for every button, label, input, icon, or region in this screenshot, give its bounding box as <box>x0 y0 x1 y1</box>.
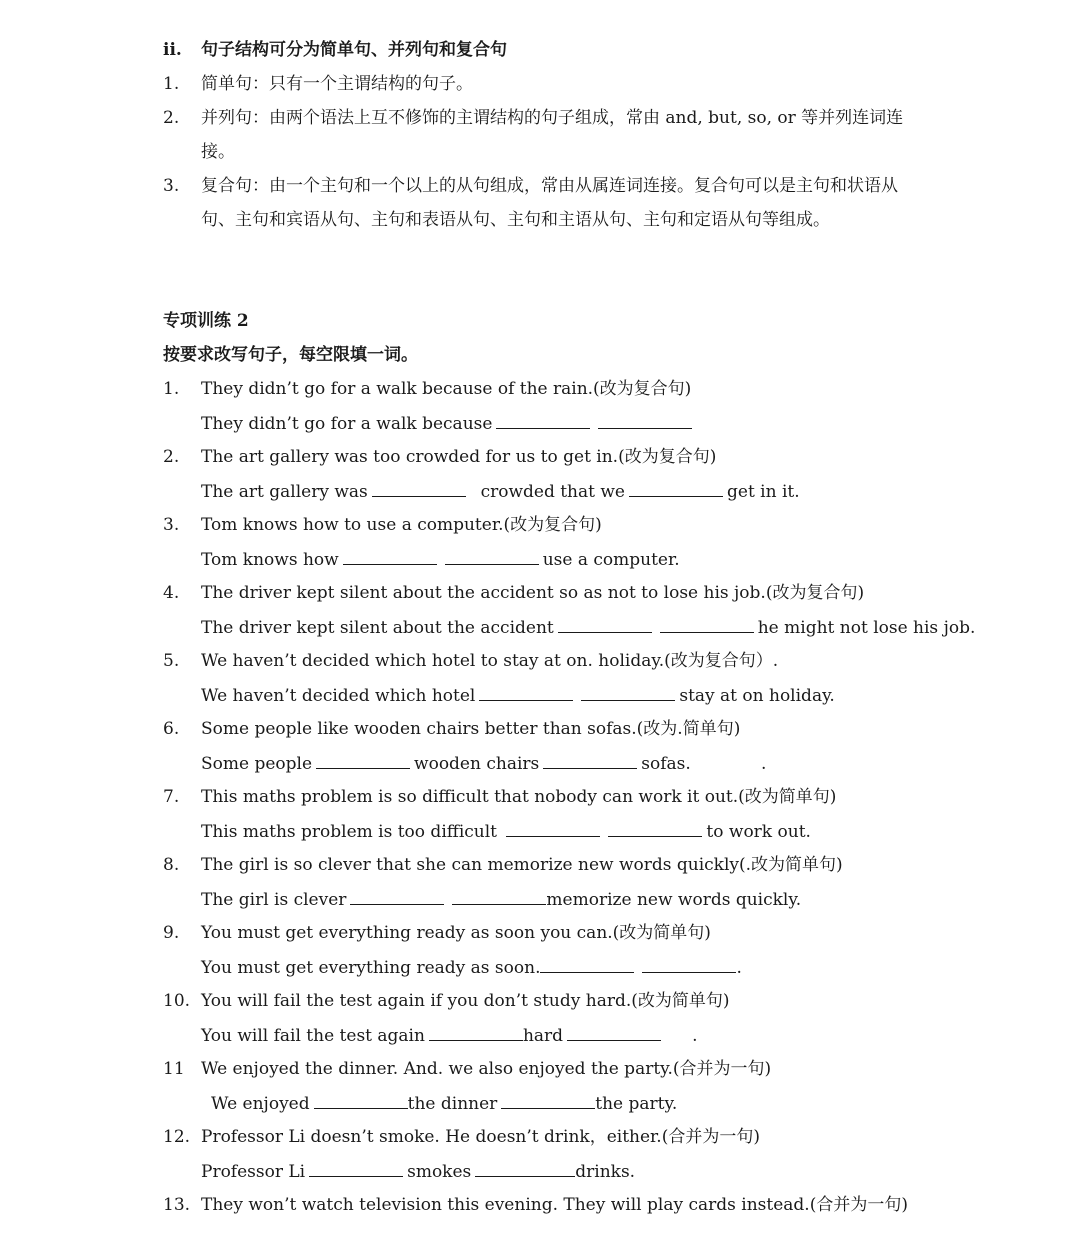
question-number: 4. <box>163 583 180 603</box>
item-text: 并列句：由两个语法上互不修饰的主谓结构的句子组成，常由 and, but, so, or 等并列连词连接。 <box>201 108 904 162</box>
item-text: 简单句：只有一个主谓结构的句子。 <box>201 74 473 94</box>
answer-line <box>201 548 680 572</box>
answer-blank[interactable] <box>506 820 600 837</box>
answer-text: They didn’t go for a walk because <box>201 414 493 434</box>
answer-text: The art gallery was <box>201 482 368 502</box>
answer-blank[interactable] <box>372 480 466 497</box>
answer-text: You will fail the test again <box>201 1026 425 1046</box>
answer-blank[interactable] <box>567 1024 661 1041</box>
answer-blank[interactable] <box>629 480 723 497</box>
question-number: 7. <box>163 787 180 807</box>
answer-blank[interactable] <box>314 1092 408 1109</box>
answer-blank[interactable] <box>598 412 692 429</box>
question-text: We enjoyed the dinner. And. we also enjoyed the party.(合并为一句) <box>201 1059 772 1079</box>
item-text: 复合句：由一个主句和一个以上的从句组成，常由从属连词连接。复合句可以是主句和状语从句、主句和宾语从句、主句和表语从句、主句和主语从句、主句和定语从句等组成。 <box>201 176 898 230</box>
answer-line <box>201 752 766 776</box>
answer-line <box>201 1160 635 1184</box>
question-text: Tom knows how to use a computer.(改为复合句) <box>201 515 602 535</box>
answer-text: hard <box>522 1026 564 1046</box>
answer-text: wooden chairs <box>414 754 540 774</box>
question-text: They won’t watch television this evening. They will play cards instead.(合并为一句) <box>201 1195 908 1215</box>
answer-blank[interactable] <box>350 888 444 905</box>
question-number: 6. <box>163 719 180 739</box>
answer-blank[interactable] <box>309 1160 403 1177</box>
answer-text: Professor Li <box>201 1162 306 1182</box>
answer-text: . <box>665 1026 698 1046</box>
section-title: 句子结构可分为简单句、并列句和复合句 <box>201 40 507 60</box>
item-number: 2. <box>163 108 180 128</box>
answer-text: the dinner <box>407 1094 498 1114</box>
answer-line <box>201 412 696 436</box>
answer-text: he might not lose his job. <box>757 618 976 638</box>
answer-text: stay at on holiday. <box>679 686 835 706</box>
answer-text: This maths problem is too difficult <box>201 822 498 842</box>
question-text: Professor Li doesn’t smoke. He doesn’t drink，either.(合并为一句) <box>201 1127 760 1147</box>
answer-text: use a computer. <box>542 550 680 570</box>
answer-text: We enjoyed <box>211 1094 310 1114</box>
answer-text: Tom knows how <box>201 550 339 570</box>
answer-blank[interactable] <box>608 820 702 837</box>
question-number: 13. <box>163 1195 191 1215</box>
question-number: 12. <box>163 1127 191 1147</box>
answer-text: The girl is clever <box>201 890 347 910</box>
question-text: The girl is so clever that she can memorize new words quickly(.改为简单句) <box>201 855 843 875</box>
answer-blank[interactable] <box>501 1092 595 1109</box>
answer-blank[interactable] <box>316 752 410 769</box>
question-text: You will fail the test again if you don’t study hard.(改为简单句) <box>201 991 730 1011</box>
answer-text: memorize new words quickly. <box>546 890 802 910</box>
answer-blank[interactable] <box>429 1024 523 1041</box>
question-text: We haven’t decided which hotel to stay at on. holiday.(改为复合句）. <box>201 651 779 671</box>
answer-blank[interactable] <box>660 616 754 633</box>
answer-blank[interactable] <box>496 412 590 429</box>
answer-text: Some people <box>201 754 313 774</box>
answer-blank[interactable] <box>343 548 437 565</box>
question-text: The art gallery was too crowded for us to get in.(改为复合句) <box>201 447 717 467</box>
answer-blank[interactable] <box>479 684 573 701</box>
answer-blank[interactable] <box>558 616 652 633</box>
answer-blank[interactable] <box>540 956 634 973</box>
answer-line <box>201 888 801 912</box>
question-number: 5. <box>163 651 180 671</box>
item-number: 3. <box>163 176 180 196</box>
answer-line <box>201 956 742 980</box>
question-text: You must get everything ready as soon you can.(改为简单句) <box>201 923 711 943</box>
answer-text: . <box>736 958 742 978</box>
question-text: They didn’t go for a walk because of the rain.(改为复合句) <box>201 379 692 399</box>
answer-blank[interactable] <box>642 956 736 973</box>
answer-line <box>201 820 811 844</box>
answer-text: sofas. . <box>641 754 767 774</box>
answer-blank[interactable] <box>452 888 546 905</box>
answer-blank[interactable] <box>475 1160 575 1177</box>
answer-text: We haven’t decided which hotel <box>201 686 476 706</box>
item-number: 1. <box>163 74 180 94</box>
training-title: 专项训练 2 <box>163 311 249 331</box>
answer-text: get in it. <box>727 482 800 502</box>
answer-text: The driver kept silent about the accident <box>201 618 554 638</box>
question-text: Some people like wooden chairs better than sofas.(改为.简单句) <box>201 719 741 739</box>
training-instruction: 按要求改写句子，每空限填一词。 <box>163 345 418 365</box>
answer-blank[interactable] <box>445 548 539 565</box>
answer-line <box>201 480 800 504</box>
section-label: ii. <box>163 40 182 60</box>
answer-text: You must get everything ready as soon. <box>201 958 541 978</box>
answer-line <box>201 1024 697 1048</box>
answer-line <box>201 684 835 708</box>
answer-text: drinks. <box>575 1162 636 1182</box>
question-number: 10. <box>163 991 191 1011</box>
question-number: 1. <box>163 379 180 399</box>
answer-text: the party. <box>595 1094 678 1114</box>
answer-text: to work out. <box>706 822 811 842</box>
question-number: 11 <box>163 1059 185 1079</box>
answer-line <box>211 1092 677 1116</box>
answer-blank[interactable] <box>581 684 675 701</box>
answer-text: smokes <box>407 1162 472 1182</box>
question-number: 9. <box>163 923 180 943</box>
question-number: 2. <box>163 447 180 467</box>
question-number: 3. <box>163 515 180 535</box>
answer-text: crowded that we <box>480 482 625 502</box>
answer-blank[interactable] <box>543 752 637 769</box>
question-number: 8. <box>163 855 180 875</box>
question-text: The driver kept silent about the accident so as not to lose his job.(改为复合句) <box>201 583 865 603</box>
answer-line <box>201 616 975 640</box>
question-text: This maths problem is so difficult that nobody can work it out.(改为简单句) <box>201 787 837 807</box>
